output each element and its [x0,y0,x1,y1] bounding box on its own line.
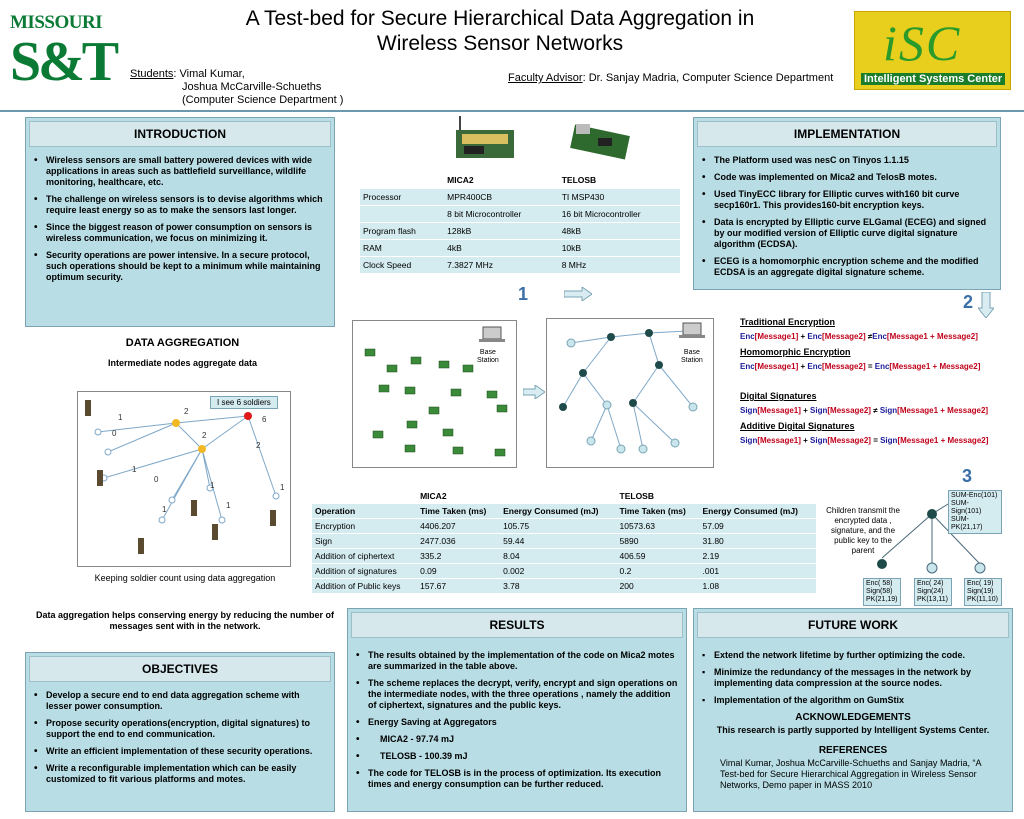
table-cell: 200 [617,579,700,594]
crypto-formulas [740,317,1020,445]
future-work-title: FUTURE WORK [697,612,1009,638]
arrow-right-icon-2 [523,385,545,404]
table-cell: 406.59 [617,549,700,564]
table-cell: 5890 [617,534,700,549]
table-cell: 105.75 [500,519,616,534]
tree-parent-line: SUM-Sign(101) [951,500,982,515]
agg-label-7: 1 [132,465,137,474]
future-work-panel [693,608,1013,812]
faculty-label: Faculty Advisor [508,72,583,84]
traditional-encryption-title: Traditional Encryption [740,317,836,327]
table-cell [700,489,816,504]
tree-child-box-1 [863,578,901,606]
table-cell: 8 MHz [559,257,680,274]
tree-child-line: Enc( 24) [917,580,944,587]
table-row [360,189,680,206]
results-item-4: • The code for TELOSB is in the process of optimization. Its execution times and energy consumption can be further reduced. [354,768,680,790]
digital-signatures-formula: Sign[Message1] + Sign[Message2] ≠ Sign[Message1 + Message2] [740,406,989,415]
table-cell: 157.67 [417,579,500,594]
agg-label-9: 1 [210,481,215,490]
table-cell: 10573.63 [617,519,700,534]
introduction-title: INTRODUCTION [29,121,331,147]
student-dept: (Computer Science Department ) [182,94,344,106]
tree-child-line: Enc( 58) [866,580,893,587]
isc-logo-text: iSC [883,15,962,71]
agg-label-11: 1 [226,501,231,510]
step-3-number: 3 [962,466,973,486]
mica2-mote-image [452,116,518,162]
aggregator-node-2 [198,445,206,453]
objective-item-2: • Propose security operations(encryption, digital signatures) to support the end to end communication. [32,718,328,740]
student-2: Joshua McCarville-Schueths [182,81,322,93]
table-cell: Addition of Public keys [312,579,417,594]
table-cell: Energy Consumed (mJ) [700,504,816,519]
agg-label-5: 2 [202,431,207,440]
table-row [360,257,680,274]
laptop-icon-2 [683,323,701,335]
additive-signatures-title: Additive Digital Signatures [740,421,855,431]
table-cell: Addition of signatures [312,564,417,579]
impl-item-5: • ECEG is a homomorphic encryption scheme and the modified ECDSA is an aggregate digital signature scheme. [700,256,994,278]
objectives-list [26,682,334,785]
sensor-motes [365,349,507,456]
tree-child-node-2 [927,563,937,573]
tree-parent-box [948,490,1002,534]
table-cell: RAM [360,240,444,257]
objectives-panel [25,652,335,812]
table-cell: 48kB [559,223,680,240]
results-title: RESULTS [351,612,683,638]
aggregator-node-1 [172,419,180,427]
tree-child-line: Sign(58) [866,588,893,595]
traditional-encryption-formula: Enc[Message1] + Enc[Message2] ≠Enc[Message1 + Message2] [740,332,978,341]
table-cell: TELOSB [617,489,700,504]
tree-child-node-3 [975,563,985,573]
tree-child-line: Sign(24) [917,588,944,595]
references-title: REFERENCES [818,745,888,756]
table-cell: 16 bit Microcontroller [559,206,680,223]
implementation-panel [693,117,1001,290]
table-cell: 3.78 [500,579,616,594]
results-item-1: • The results obtained by the implementation of the code on Mica2 motes are summarized in the table above. [354,650,680,672]
telosb-mote-image [568,118,634,162]
table-cell: 1.08 [700,579,816,594]
table-cell: 335.2 [417,549,500,564]
tree-child-line: PK(21,19) [866,596,898,603]
table-cell: MPR400CB [444,189,559,206]
faculty-text: : Dr. Sanjay Madria, Computer Science Department [582,72,834,84]
step-1-number: 1 [518,284,529,304]
homomorphic-encryption-formula: Enc[Message1] + Enc[Message2] = Enc[Message1 + Message2] [740,362,981,371]
future-item-2: ▪ Minimize the redundancy of the messages in the network by implementing data compression at the source nodes. [700,667,1006,689]
tree-child-box-2 [914,578,952,606]
table-cell: Energy Consumed (mJ) [500,504,616,519]
results-column-header [312,504,816,519]
table-row [360,206,680,223]
table-cell: 31.80 [700,534,816,549]
results-table [312,489,816,594]
aggregation-svg [78,392,292,568]
objectives-title: OBJECTIVES [29,656,331,682]
table-cell: Clock Speed [360,257,444,274]
table-cell: 0.2 [617,564,700,579]
table-cell: 59.44 [500,534,616,549]
results-panel [347,608,687,812]
impl-item-1: • The Platform used was nesC on Tinyos 1.1.15 [700,155,994,166]
table-cell: MICA2 [417,489,500,504]
agg-label-12: 1 [280,483,285,492]
aggregation-diagram [77,391,291,567]
network-diagram-tree [546,318,714,468]
implementation-list [694,147,1000,278]
table-cell: 0.002 [500,564,616,579]
aggregation-note: Data aggregation helps conserving energy by reducing the number of messages sent with in the network. [35,610,335,631]
hw-header-0 [360,172,444,189]
table-row [360,240,680,257]
objective-item-3: • Write an efficient implementation of these security operations. [32,746,328,757]
objective-item-4: • Write a reconfigurable implementation which can be easily customized to fit various platforms and motes. [32,763,328,785]
arrow-right-icon [564,287,592,306]
tree-parent-node [927,509,937,519]
aggregator-root [244,412,252,420]
network-diagram-flat [352,320,517,468]
base-station-label-2 [681,349,703,365]
results-group-header [312,489,816,504]
base-text: Base [479,349,496,356]
future-work-list [694,638,1012,706]
acknowledgements-title: ACKNOWLEDGEMENTS [795,712,911,723]
header-divider [0,110,1024,112]
isc-logo-subtitle: Intelligent Systems Center [861,73,1005,85]
table-cell: 8 bit Microcontroller [444,206,559,223]
additive-signatures-formula: Sign[Message1] + Sign[Message2] = Sign[Message1 + Message2] [740,436,989,445]
table-cell: Time Taken (ms) [617,504,700,519]
table-row [360,223,680,240]
table-cell: 4406.207 [417,519,500,534]
tree-parent-line: SUM-Enc(101) [951,492,998,499]
table-cell: Sign [312,534,417,549]
student-1: : Vimal Kumar, [173,68,245,80]
table-cell: 2477.036 [417,534,500,549]
hw-header-1: MICA2 [444,172,559,189]
table-cell: 0.09 [417,564,500,579]
future-item-1: ▪ Extend the network lifetime by further optimizing the code. [700,650,1006,661]
table-row [312,564,816,579]
intro-item-1: • Wireless sensors are small battery powered devices with wide applications in areas such as battlefield surveillance, wildlife monitoring, healthcare, etc. [32,155,328,188]
table-cell: Program flash [360,223,444,240]
tree-child-line: PK(11,10) [967,596,998,603]
table-row [312,519,816,534]
introduction-panel [25,117,335,327]
agg-label-10: 1 [162,505,167,514]
impl-item-3: • Used TinyECC library for Elliptic curves with160 bit curve secp160r1. This provides160-bit encryption keys. [700,189,994,211]
introduction-list [26,147,334,283]
impl-item-4: • Data is encrypted by Elliptic curve ELGamal (ECEG) and signed by our modified version of Elliptic curve digital signature algorithm (ECDSA). [700,217,994,250]
title-line-2: Wireless Sensor Networks [376,32,624,55]
soldier-icons [85,400,276,554]
intro-item-4: • Security operations are power intensive. In a secure protocol, such operations should be kept to a minimum while maintaining optimum security. [32,250,328,283]
table-cell: Processor [360,189,444,206]
table-cell: 7.3827 MHz [444,257,559,274]
digital-signatures-title: Digital Signatures [740,391,817,401]
tree-parent-line: SUM-PK(21,17) [951,516,983,531]
tree-caption: Children transmit the encrypted data , signature, and the public key to the parent [826,506,900,555]
faculty-block [508,72,833,84]
hw-header-2: TELOSB [559,172,680,189]
results-sub-2: • TELOSB - 100.39 mJ [354,751,680,762]
implementation-title: IMPLEMENTATION [697,121,997,147]
table-cell: 10kB [559,240,680,257]
students-label: Students [130,68,174,80]
logo-top-text: MISSOURI [10,12,103,33]
results-sub-1: • MICA2 - 97.74 mJ [354,734,680,745]
hardware-table [360,172,680,274]
station-text: Station [681,357,703,364]
tree-child-box-3 [964,578,1002,606]
homomorphic-encryption-title: Homomorphic Encryption [740,347,851,357]
station-text: Station [477,357,499,364]
tree-child-line: Sign(19) [967,588,994,595]
logo-bottom-text: S&T [10,31,117,93]
table-cell: Time Taken (ms) [417,504,500,519]
table-cell: Operation [312,504,417,519]
base-text: Base [683,349,700,356]
table-cell: 2.19 [700,549,816,564]
missouri-st-logo [10,12,117,93]
agg-label-1: 2 [184,407,189,416]
agg-label-8: 0 [154,475,159,484]
students-block [130,68,343,107]
table-cell [500,489,616,504]
table-cell: 128kB [444,223,559,240]
intro-item-2: • The challenge on wireless sensors is to devise algorithms which require least energy so as to make the sensors last longer. [32,194,328,216]
step-2-number: 2 [963,292,974,312]
table-cell: Encryption [312,519,417,534]
title-line-1: A Test-bed for Secure Hierarchical Data Aggregation in [245,7,755,30]
impl-item-2: • Code was implemented on Mica2 and TelosB motes. [700,172,994,183]
table-cell: 8.04 [500,549,616,564]
references-text: Vimal Kumar, Joshua McCarville-Schueths and Sanjay Madria, “A Test-bed for Secure Hierarchical Aggregation in Wireless Sensor Networks, Demo paper in MASS 2010 [720,758,981,790]
laptop-icon [483,327,501,339]
table-cell: Addition of ciphertext [312,549,417,564]
aggregation-caption: Keeping soldier count using data aggregation [94,573,276,583]
objective-item-1: • Develop a secure end to end data aggregation scheme with lesser power consumption. [32,690,328,712]
agg-label-4: 0 [112,429,117,438]
tree-child-line: PK(13,11) [917,596,948,603]
table-cell: TI MSP430 [559,189,680,206]
aggregation-subtitle: Intermediate nodes aggregate data [107,358,258,368]
table-cell: .001 [700,564,816,579]
table-cell: 57.09 [700,519,816,534]
table-row [312,579,816,594]
tree-child-node-1 [877,559,887,569]
results-item-3: • Energy Saving at Aggregators [354,717,680,728]
table-row [312,549,816,564]
agg-label-6: 2 [256,441,261,450]
tree-child-line: Enc( 19) [967,580,994,587]
results-list [348,638,686,790]
table-cell [312,489,417,504]
results-item-2: • The scheme replaces the decrypt, verify, encrypt and sign operations on the intermediate nodes, with the three operations , namely the addition of ciphertext, signatures and the public keys. [354,678,680,711]
aggregation-title: DATA AGGREGATION [125,337,240,349]
table-cell: 4kB [444,240,559,257]
base-station-label-1 [477,349,499,365]
speech-bubble: I see 6 soldiers [210,396,278,409]
poster-title [150,6,850,56]
isc-logo [854,11,1011,90]
agg-label-2: 6 [262,415,267,424]
future-item-3: ▪ Implementation of the algorithm on GumStix [700,695,1006,706]
acknowledgements-text: This research is partly supported by Intelligent Systems Center. [716,725,990,735]
agg-label-3: 1 [118,413,123,422]
table-cell [360,206,444,223]
intro-item-3: • Since the biggest reason of power consumption on sensors is wireless communication, we focus on minimizing it. [32,222,328,244]
table-row [312,534,816,549]
